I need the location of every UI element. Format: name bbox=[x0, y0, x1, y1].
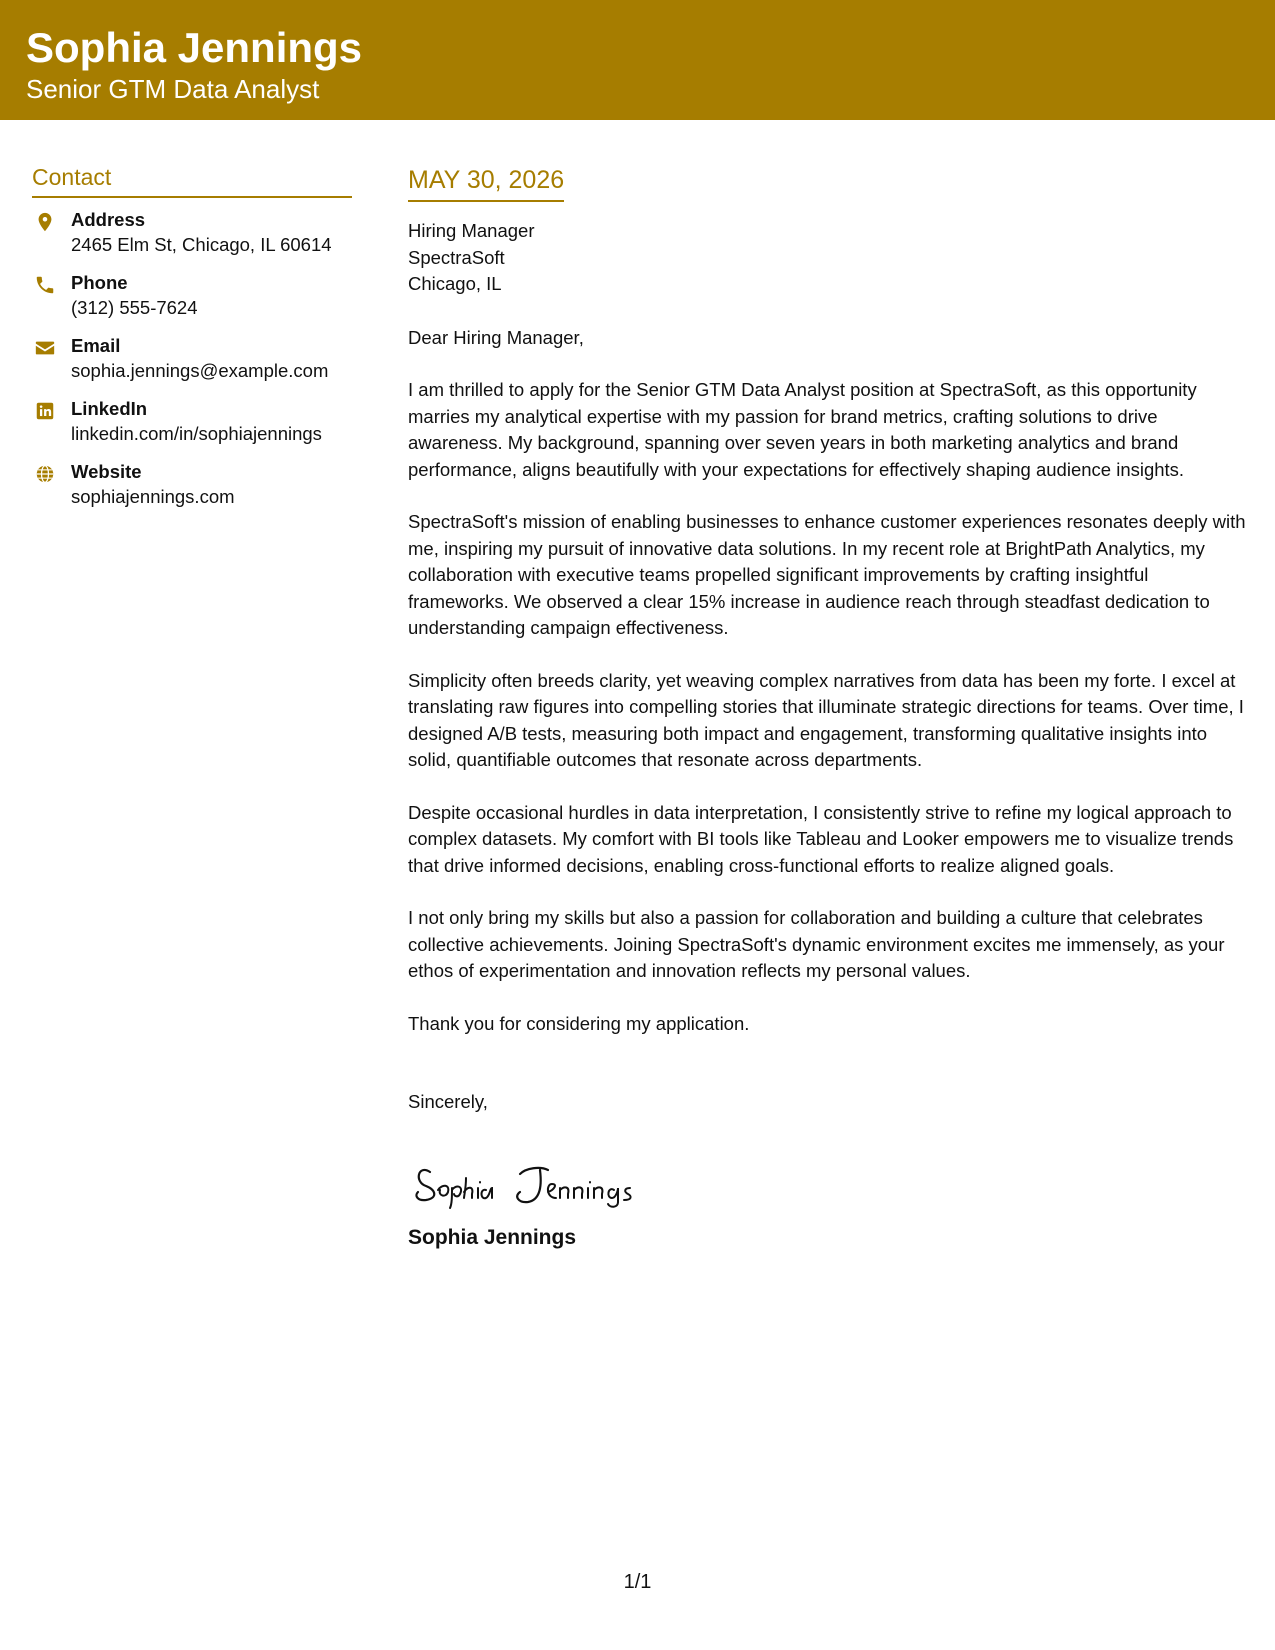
contact-item-website bbox=[32, 460, 352, 523]
letter-paragraph: SpectraSoft's mission of enabling businesses to enhance customer experiences resonates deeply with me, inspiring my pursuit of innovative data solutions. In my recent role at BrightPath Analytics, my collaboration with executive teams propelled significant improvements by crafting insightful frameworks. We observed a clear 15% increase in audience reach through steadfast dedication to understanding campaign effectiveness. bbox=[408, 511, 1246, 638]
signer-name: Sophia Jennings bbox=[408, 1225, 577, 1249]
contact-sidebar bbox=[32, 160, 352, 523]
letter-date: MAY 30, 2026 bbox=[408, 162, 564, 202]
recipient-line: Hiring Manager bbox=[408, 220, 535, 241]
contact-label: LinkedIn bbox=[71, 398, 148, 419]
address-value: 2465 Elm St, Chicago, IL 60614 bbox=[71, 234, 332, 255]
applicant-name: Sophia Jennings bbox=[26, 24, 363, 71]
page-number: 1/1 bbox=[623, 1571, 652, 1593]
closing: Sincerely, bbox=[408, 1091, 488, 1112]
letter-paragraph: Thank you for considering my application. bbox=[408, 1012, 750, 1034]
recipient-line: SpectraSoft bbox=[408, 246, 505, 268]
applicant-role: Senior GTM Data Analyst bbox=[26, 74, 320, 104]
map-pin-icon bbox=[34, 211, 56, 233]
contact-label: Phone bbox=[71, 272, 128, 293]
letter-paragraph: Simplicity often breeds clarity, yet weaving complex narratives from data has been my forte. I excel at translating raw figures into compelling stories that illuminate strategic directions for teams. Over time, I designed A/B tests, measuring both impact and engagement, transforming qualitative insights into solid, quantifiable outcomes that resonate across departments. bbox=[408, 669, 1244, 770]
letter-paragraph: Despite occasional hurdles in data interpretation, I consistently strive to refine my logical approach to complex datasets. My comfort with BI tools like Tableau and Looker empowers me to visualize trends that drive informed decisions, enabling cross-functional efforts to realize aligned goals. bbox=[408, 801, 1234, 876]
contact-item-phone bbox=[32, 271, 352, 334]
contact-label: Email bbox=[71, 335, 121, 356]
recipient-block bbox=[408, 218, 1253, 298]
contact-label: Address bbox=[71, 209, 146, 230]
linkedin-icon bbox=[34, 400, 56, 422]
salutation: Dear Hiring Manager, bbox=[408, 326, 584, 348]
header-banner bbox=[0, 0, 1275, 120]
phone-icon bbox=[34, 274, 56, 296]
letter-body bbox=[408, 162, 1253, 1252]
globe-icon bbox=[34, 463, 56, 485]
letter-paragraph: I not only bring my skills but also a passion for collaboration and building a culture that celebrates collective achievements. Joining SpectraSoft's dynamic environment excites me immensely, as your ethos of experimentation and innovation reflects my personal values. bbox=[408, 907, 1225, 981]
handwritten-signature bbox=[408, 1142, 688, 1212]
recipient-line: Chicago, IL bbox=[408, 273, 502, 294]
contact-heading: Contact bbox=[32, 160, 352, 198]
letter-paragraph: I am thrilled to apply for the Senior GTM Data Analyst position at SpectraSoft, as this opportunity marries my analytical expertise with my passion for brand metrics, crafting solutions to drive awareness. My background, spanning over seven years in both marketing analytics and brand performance, aligns beautifully with your expectations for effectively shaping audience insights. bbox=[408, 379, 1197, 480]
contact-label: Website bbox=[71, 461, 142, 482]
contact-item-linkedin bbox=[32, 397, 352, 460]
phone-value: (312) 555-7624 bbox=[71, 297, 198, 318]
email-value[interactable]: sophia.jennings@example.com bbox=[71, 360, 329, 381]
linkedin-value[interactable]: linkedin.com/in/sophiajennings bbox=[71, 423, 322, 444]
website-value[interactable]: sophiajennings.com bbox=[71, 486, 235, 507]
contact-item-email bbox=[32, 334, 352, 397]
contact-item-address bbox=[32, 208, 352, 271]
envelope-icon bbox=[34, 337, 56, 359]
